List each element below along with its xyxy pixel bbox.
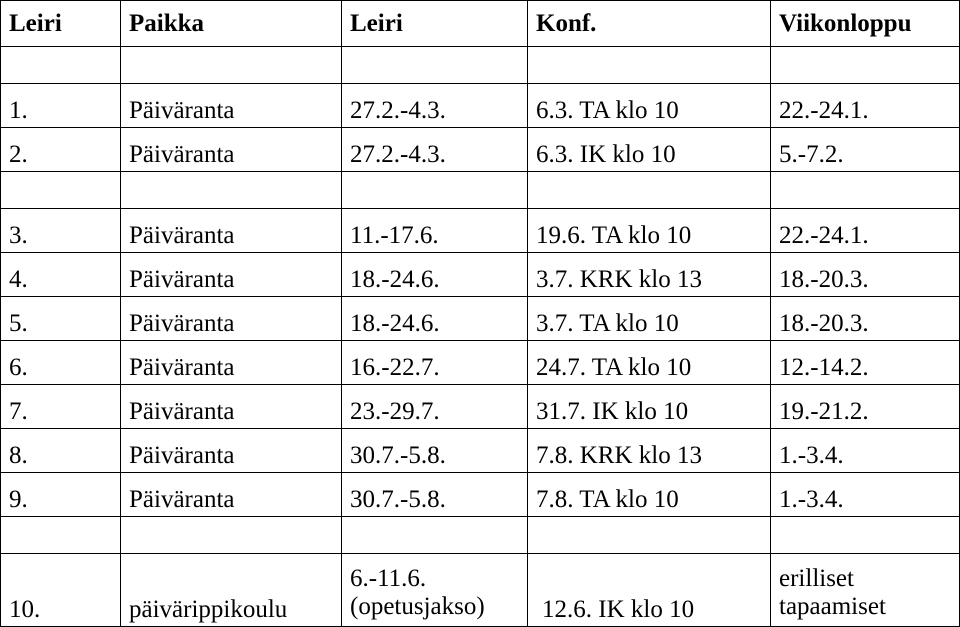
camp-dates-cell: 16.-22.7. xyxy=(342,341,528,385)
weekend-cell: 12.-14.2. xyxy=(771,341,960,385)
confirmation-cell: 7.8. KRK klo 13 xyxy=(528,429,771,473)
header-cell: Konf. xyxy=(528,1,771,47)
empty-cell xyxy=(342,517,528,554)
table-row xyxy=(1,253,960,297)
empty-cell xyxy=(121,47,342,84)
camp-number-cell: 6. xyxy=(1,341,121,385)
camp-dates-cell: 11.-17.6. xyxy=(342,209,528,253)
confirmation-cell: 12.6. IK klo 10 xyxy=(528,554,771,627)
empty-cell xyxy=(528,172,771,209)
camp-dates-cell: 23.-29.7. xyxy=(342,385,528,429)
confirmation-cell: 6.3. IK klo 10 xyxy=(528,128,771,172)
weekend-cell: 18.-20.3. xyxy=(771,297,960,341)
empty-cell xyxy=(1,172,121,209)
confirmation-cell: 24.7. TA klo 10 xyxy=(528,341,771,385)
camp-dates-cell: 30.7.-5.8. xyxy=(342,429,528,473)
weekend-line: erilliset xyxy=(779,564,854,592)
header-cell: Leiri xyxy=(1,1,121,47)
camp-number-cell: 9. xyxy=(1,473,121,517)
weekend-cell: 19.-21.2. xyxy=(771,385,960,429)
header-cell: Viikonloppu xyxy=(771,1,960,47)
place-cell: päivärippikoulu xyxy=(121,554,342,627)
camp-dates-line: (opetusjakso) xyxy=(350,593,485,621)
camp-dates-line: 6.-11.6. xyxy=(350,564,427,592)
table-row xyxy=(1,554,960,627)
place-cell: Päiväranta xyxy=(121,341,342,385)
place-cell: Päiväranta xyxy=(121,429,342,473)
table-row xyxy=(1,429,960,473)
empty-cell xyxy=(342,172,528,209)
camp-number-cell: 4. xyxy=(1,253,121,297)
empty-cell xyxy=(121,172,342,209)
camp-number-cell: 1. xyxy=(1,84,121,128)
header-cell: Paikka xyxy=(121,1,342,47)
empty-cell xyxy=(1,47,121,84)
empty-cell xyxy=(342,47,528,84)
table-row xyxy=(1,209,960,253)
camp-number-cell: 3. xyxy=(1,209,121,253)
camp-dates-cell: 30.7.-5.8. xyxy=(342,473,528,517)
confirmation-cell: 3.7. TA klo 10 xyxy=(528,297,771,341)
weekend-cell: 5.-7.2. xyxy=(771,128,960,172)
weekend-cell: 22.-24.1. xyxy=(771,209,960,253)
blank-row xyxy=(1,47,960,84)
camp-dates-cell: 27.2.-4.3. xyxy=(342,84,528,128)
table-row xyxy=(1,341,960,385)
camp-number-cell: 5. xyxy=(1,297,121,341)
weekend-cell xyxy=(771,554,960,627)
confirmation-cell: 7.8. TA klo 10 xyxy=(528,473,771,517)
weekend-cell: 1.-3.4. xyxy=(771,429,960,473)
camp-dates-cell: 18.-24.6. xyxy=(342,253,528,297)
place-cell: Päiväranta xyxy=(121,84,342,128)
place-cell: Päiväranta xyxy=(121,385,342,429)
weekend-cell: 22.-24.1. xyxy=(771,84,960,128)
place-cell: Päiväranta xyxy=(121,209,342,253)
confirmation-cell: 31.7. IK klo 10 xyxy=(528,385,771,429)
place-cell: Päiväranta xyxy=(121,297,342,341)
camp-number-cell: 10. xyxy=(1,554,121,627)
empty-cell xyxy=(528,517,771,554)
camp-number-cell: 2. xyxy=(1,128,121,172)
place-cell: Päiväranta xyxy=(121,253,342,297)
camp-number-cell: 7. xyxy=(1,385,121,429)
blank-row xyxy=(1,517,960,554)
empty-cell xyxy=(121,517,342,554)
empty-cell xyxy=(771,517,960,554)
weekend-cell: 18.-20.3. xyxy=(771,253,960,297)
table-row xyxy=(1,128,960,172)
table-row xyxy=(1,385,960,429)
camp-dates-cell: 27.2.-4.3. xyxy=(342,128,528,172)
table-row xyxy=(1,84,960,128)
confirmation-cell: 3.7. KRK klo 13 xyxy=(528,253,771,297)
empty-cell xyxy=(771,172,960,209)
camp-dates-cell: 18.-24.6. xyxy=(342,297,528,341)
header-cell: Leiri xyxy=(342,1,528,47)
table-row xyxy=(1,297,960,341)
empty-cell xyxy=(528,47,771,84)
empty-cell xyxy=(771,47,960,84)
place-cell: Päiväranta xyxy=(121,473,342,517)
header-row xyxy=(1,1,960,47)
blank-row xyxy=(1,172,960,209)
table-body xyxy=(1,47,960,627)
weekend-cell: 1.-3.4. xyxy=(771,473,960,517)
weekend-line: tapaamiset xyxy=(779,593,886,621)
camp-dates-cell xyxy=(342,554,528,627)
table-row xyxy=(1,473,960,517)
confirmation-cell: 19.6. TA klo 10 xyxy=(528,209,771,253)
confirmation-cell: 6.3. TA klo 10 xyxy=(528,84,771,128)
camp-number-cell: 8. xyxy=(1,429,121,473)
empty-cell xyxy=(1,517,121,554)
place-cell: Päiväranta xyxy=(121,128,342,172)
